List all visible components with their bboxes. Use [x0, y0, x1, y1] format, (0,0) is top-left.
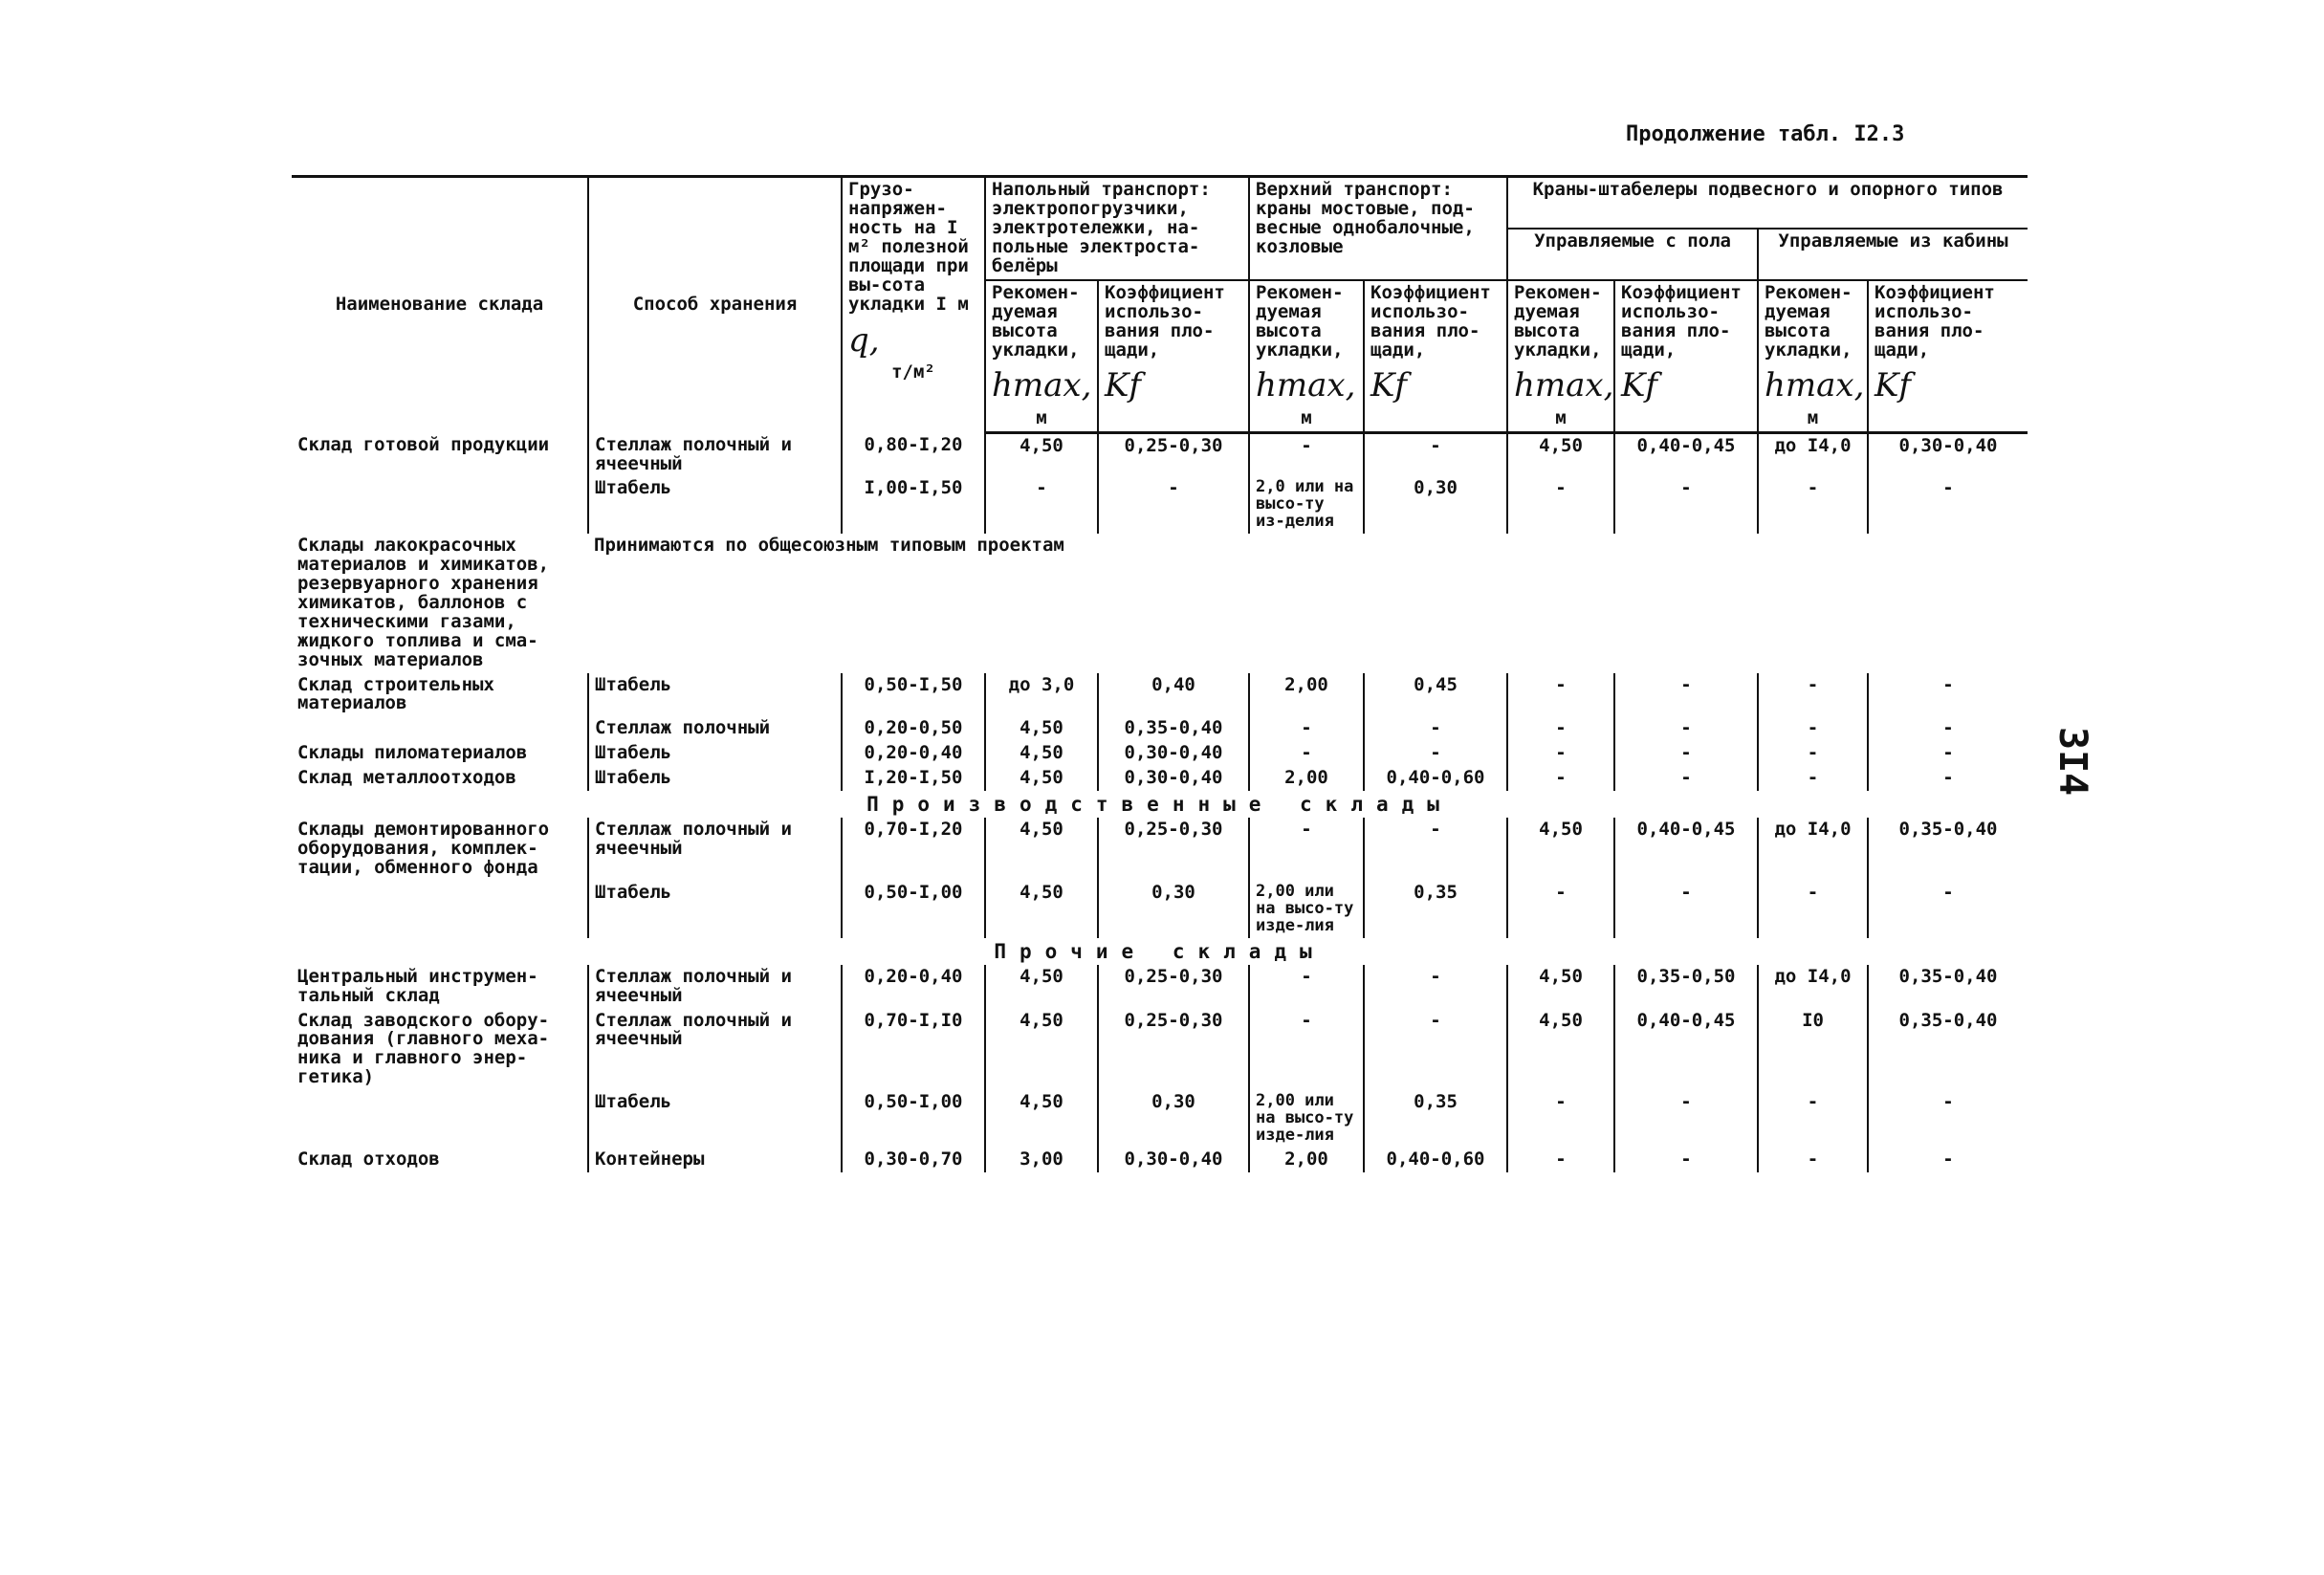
section-title: Прочие склады: [994, 939, 1326, 963]
cell-h4: -: [1758, 1148, 1868, 1172]
cell-h4: -: [1758, 716, 1868, 741]
cell-k1: 0,30-0,40: [1098, 766, 1249, 791]
cell-k3: 0,40-0,45: [1614, 433, 1758, 477]
header-coef-1: [1098, 280, 1249, 433]
header-rec-height-2: [1249, 280, 1364, 433]
cell-h2: -: [1249, 1009, 1364, 1091]
cell-h4: -: [1758, 673, 1868, 717]
warehouse-name: Склад заводского обору-дования (главного меха-ника и главного энер-гетика): [297, 1009, 550, 1088]
cell-k2: -: [1364, 741, 1507, 766]
cell-h2: 2,0 или на высо-ту из-делия: [1249, 476, 1364, 534]
table-row: [292, 881, 2028, 938]
page-number: 3I4: [2050, 727, 2094, 797]
cell-h1: 4,50: [985, 433, 1098, 477]
cell-h4: -: [1758, 741, 1868, 766]
cell-k3: -: [1614, 716, 1758, 741]
table-body: [292, 433, 2028, 1172]
warehouse-name: [292, 476, 588, 534]
storage-method: Штабель: [588, 1090, 842, 1148]
cell-h2: -: [1249, 716, 1364, 741]
cell-h3: -: [1507, 1090, 1614, 1148]
header-crane-stackers: Краны-штабелеры подвесного и опорного типов: [1507, 177, 2028, 230]
unit-m: м: [1807, 407, 1819, 429]
rec-height-label: Рекомен-дуемая высота укладки,: [1514, 281, 1602, 361]
h-max-symbol: hmax,: [992, 366, 1092, 405]
cell-h2: 2,00: [1249, 673, 1364, 717]
span-note: Принимаются по общесоюзным типовым проектам: [594, 534, 1064, 556]
cell-k4: 0,35-0,40: [1868, 818, 2028, 881]
cell-k3: 0,35-0,50: [1614, 965, 1758, 1009]
cell-load: I,00-I,50: [842, 476, 985, 534]
cell-k3: -: [1614, 741, 1758, 766]
cell-h1: -: [985, 476, 1098, 534]
storage-method: Штабель: [588, 673, 842, 717]
cell-h3: -: [1507, 476, 1614, 534]
cell-k2: 0,35: [1364, 1090, 1507, 1148]
cell-h2: 2,00: [1249, 1148, 1364, 1172]
cell-h3: -: [1507, 881, 1614, 938]
header-rec-height-1: [985, 280, 1098, 433]
cell-h3: 4,50: [1507, 965, 1614, 1009]
load-symbol: q,: [848, 320, 880, 360]
section-row: [292, 791, 2028, 818]
cell-h1: 4,50: [985, 965, 1098, 1009]
warehouse-name: Склад готовой продукции: [297, 433, 550, 455]
unit-m: м: [1036, 407, 1047, 429]
cell-k1: 0,25-0,30: [1098, 818, 1249, 881]
cell-load: I,20-I,50: [842, 766, 985, 791]
cell-h1: 4,50: [985, 1009, 1098, 1091]
h-max-symbol: hmax,: [1765, 366, 1865, 405]
header-floor-transport: Напольный транспорт: электропогрузчики, электротележки, на-польные электроста-белёры: [985, 177, 1249, 280]
coef-label: Коэффициент использо-вания пло-щади,: [1875, 281, 1995, 361]
warehouse-name: [292, 1090, 588, 1148]
cell-k3: 0,40-0,45: [1614, 818, 1758, 881]
header-cabin-controlled: Управляемые из кабины: [1758, 229, 2028, 280]
unit-m: м: [1301, 407, 1312, 429]
cell-h1: 4,50: [985, 741, 1098, 766]
warehouse-name: Склад отходов: [297, 1148, 440, 1170]
cell-k2: -: [1364, 1009, 1507, 1091]
cell-k4: 0,35-0,40: [1868, 965, 2028, 1009]
cell-h3: -: [1507, 741, 1614, 766]
cell-k3: -: [1614, 881, 1758, 938]
cell-k1: -: [1098, 476, 1249, 534]
cell-load: 0,50-I,00: [842, 1090, 985, 1148]
storage-method: Штабель: [588, 881, 842, 938]
k-f-symbol: Kf: [1875, 366, 1911, 405]
table-row: [292, 534, 2028, 673]
cell-h1: 3,00: [985, 1148, 1098, 1172]
cell-k1: 0,40: [1098, 673, 1249, 717]
header-coef-3: [1614, 280, 1758, 433]
cell-k1: 0,25-0,30: [1098, 433, 1249, 477]
unit-m: м: [1555, 407, 1567, 429]
cell-k3: -: [1614, 673, 1758, 717]
storage-method: Стеллаж полочный: [588, 716, 842, 741]
cell-h3: 4,50: [1507, 1009, 1614, 1091]
table-row: [292, 1148, 2028, 1172]
rec-height-label: Рекомен-дуемая высота укладки,: [1256, 281, 1344, 361]
cell-k2: 0,45: [1364, 673, 1507, 717]
cell-h2: 2,00 или на высо-ту изде-лия: [1249, 1090, 1364, 1148]
warehouse-name: Склады демонтированного оборудования, комплек-тации, обменного фонда: [297, 819, 550, 879]
cell-k3: 0,40-0,45: [1614, 1009, 1758, 1091]
storage-method: Стеллаж полочный и ячеечный: [588, 965, 842, 1009]
warehouse-name: [292, 716, 588, 741]
cell-h4: до I4,0: [1758, 965, 1868, 1009]
cell-k1: 0,25-0,30: [1098, 1009, 1249, 1091]
section-title: Производственные склады: [866, 793, 1453, 817]
cell-k4: 0,35-0,40: [1868, 1009, 2028, 1091]
cell-k4: -: [1868, 1090, 2028, 1148]
storage-method: Штабель: [588, 741, 842, 766]
k-f-symbol: Kf: [1621, 366, 1657, 405]
header-method: Способ хранения: [588, 177, 842, 433]
load-unit: т/м²: [891, 361, 935, 383]
cell-h3: 4,50: [1507, 818, 1614, 881]
table-row: [292, 1090, 2028, 1148]
cell-h2: -: [1249, 818, 1364, 881]
cell-h1: 4,50: [985, 716, 1098, 741]
table-row: [292, 965, 2028, 1009]
k-f-symbol: Kf: [1105, 366, 1141, 405]
cell-h3: -: [1507, 716, 1614, 741]
cell-k3: -: [1614, 1148, 1758, 1172]
cell-k1: 0,30-0,40: [1098, 1148, 1249, 1172]
h-max-symbol: hmax,: [1256, 366, 1356, 405]
table-row: [292, 716, 2028, 741]
rec-height-label: Рекомен-дуемая высота укладки,: [1765, 281, 1853, 361]
cell-k4: -: [1868, 881, 2028, 938]
cell-h4: до I4,0: [1758, 433, 1868, 477]
table-header: [292, 177, 2028, 433]
warehouse-name: Склады лакокрасочных материалов и химикатов, резервуарного хранения химикатов, баллонов с техническими газами, жидкого топлива и сма-зочных материалов: [297, 534, 550, 670]
header-load-text: Грузо-напряжен-ность на I м² полезной площади при вы-сота укладки I м: [848, 179, 969, 315]
table-row: [292, 766, 2028, 791]
continuation-caption: Продолжение табл. I2.3: [1626, 122, 1905, 146]
cell-k2: 0,35: [1364, 881, 1507, 938]
cell-k2: -: [1364, 965, 1507, 1009]
cell-h2: -: [1249, 433, 1364, 477]
cell-k1: 0,30-0,40: [1098, 741, 1249, 766]
storage-method: Штабель: [588, 766, 842, 791]
cell-h4: до I4,0: [1758, 818, 1868, 881]
cell-k2: -: [1364, 433, 1507, 477]
warehouse-name: Склад металлоотходов: [297, 767, 516, 789]
cell-k2: 0,40-0,60: [1364, 766, 1507, 791]
table-row: [292, 818, 2028, 881]
cell-k3: -: [1614, 1090, 1758, 1148]
cell-k4: -: [1868, 476, 2028, 534]
cell-h4: -: [1758, 476, 1868, 534]
storage-method: Штабель: [588, 476, 842, 534]
cell-h4: -: [1758, 881, 1868, 938]
cell-load: 0,50-I,00: [842, 881, 985, 938]
cell-h2: 2,00 или на высо-ту изде-лия: [1249, 881, 1364, 938]
k-f-symbol: Kf: [1370, 366, 1407, 405]
rec-height-label: Рекомен-дуемая высота укладки,: [992, 281, 1080, 361]
storage-method: Контейнеры: [588, 1148, 842, 1172]
warehouse-name: Склады пиломатериалов: [297, 742, 528, 764]
cell-h3: 4,50: [1507, 433, 1614, 477]
cell-k3: -: [1614, 476, 1758, 534]
coef-label: Коэффициент использо-вания пло-щади,: [1105, 281, 1225, 361]
cell-k2: 0,30: [1364, 476, 1507, 534]
cell-k1: 0,25-0,30: [1098, 965, 1249, 1009]
cell-load: 0,20-0,50: [842, 716, 985, 741]
cell-h1: до 3,0: [985, 673, 1098, 717]
header-coef-4: [1868, 280, 2028, 433]
cell-k4: -: [1868, 766, 2028, 791]
cell-load: 0,20-0,40: [842, 965, 985, 1009]
warehouse-table: [292, 175, 2028, 1172]
cell-k1: 0,30: [1098, 881, 1249, 938]
cell-h2: -: [1249, 741, 1364, 766]
coef-label: Коэффициент использо-вания пло-щади,: [1621, 281, 1742, 361]
table-row: [292, 673, 2028, 717]
storage-method: Стеллаж полочный и ячеечный: [588, 433, 842, 477]
cell-k1: 0,30: [1098, 1090, 1249, 1148]
cell-k4: -: [1868, 716, 2028, 741]
header-floor-controlled: Управляемые с пола: [1507, 229, 1758, 280]
cell-k4: -: [1868, 673, 2028, 717]
storage-method: Стеллаж полочный и ячеечный: [588, 818, 842, 881]
cell-load: 0,70-I,20: [842, 818, 985, 881]
cell-k1: 0,35-0,40: [1098, 716, 1249, 741]
header-coef-2: [1364, 280, 1507, 433]
cell-load: 0,80-I,20: [842, 433, 985, 477]
cell-k4: -: [1868, 741, 2028, 766]
header-rec-height-3: [1507, 280, 1614, 433]
table-row: [292, 476, 2028, 534]
cell-h1: 4,50: [985, 1090, 1098, 1148]
cell-load: 0,30-0,70: [842, 1148, 985, 1172]
cell-h3: -: [1507, 766, 1614, 791]
cell-h4: -: [1758, 766, 1868, 791]
cell-k4: -: [1868, 1148, 2028, 1172]
header-top-transport: Верхний транспорт: краны мостовые, под-весные однобалочные, козловые: [1249, 177, 1507, 280]
cell-k4: 0,30-0,40: [1868, 433, 2028, 477]
warehouse-name: [292, 881, 588, 938]
cell-load: 0,20-0,40: [842, 741, 985, 766]
cell-k2: -: [1364, 716, 1507, 741]
warehouse-name: Склад строительных материалов: [297, 673, 494, 714]
cell-k2: -: [1364, 818, 1507, 881]
cell-load: 0,70-I,I0: [842, 1009, 985, 1091]
header-name: Наименование склада: [335, 294, 544, 316]
cell-h1: 4,50: [985, 766, 1098, 791]
table-row: [292, 1009, 2028, 1091]
cell-k2: 0,40-0,60: [1364, 1148, 1507, 1172]
coef-label: Коэффициент использо-вания пло-щади,: [1370, 281, 1491, 361]
cell-h2: -: [1249, 965, 1364, 1009]
table-row: [292, 741, 2028, 766]
cell-h2: 2,00: [1249, 766, 1364, 791]
table-row: [292, 433, 2028, 477]
cell-h3: -: [1507, 673, 1614, 717]
warehouse-name: Центральный инструмен-тальный склад: [297, 965, 538, 1006]
section-row: [292, 938, 2028, 965]
cell-h4: I0: [1758, 1009, 1868, 1091]
cell-h4: -: [1758, 1090, 1868, 1148]
h-max-symbol: hmax,: [1514, 366, 1614, 405]
header-rec-height-4: [1758, 280, 1868, 433]
cell-k3: -: [1614, 766, 1758, 791]
cell-load: 0,50-I,50: [842, 673, 985, 717]
header-load: [842, 177, 985, 433]
cell-h3: -: [1507, 1148, 1614, 1172]
cell-h1: 4,50: [985, 818, 1098, 881]
cell-h1: 4,50: [985, 881, 1098, 938]
storage-method: Стеллаж полочный и ячеечный: [588, 1009, 842, 1091]
